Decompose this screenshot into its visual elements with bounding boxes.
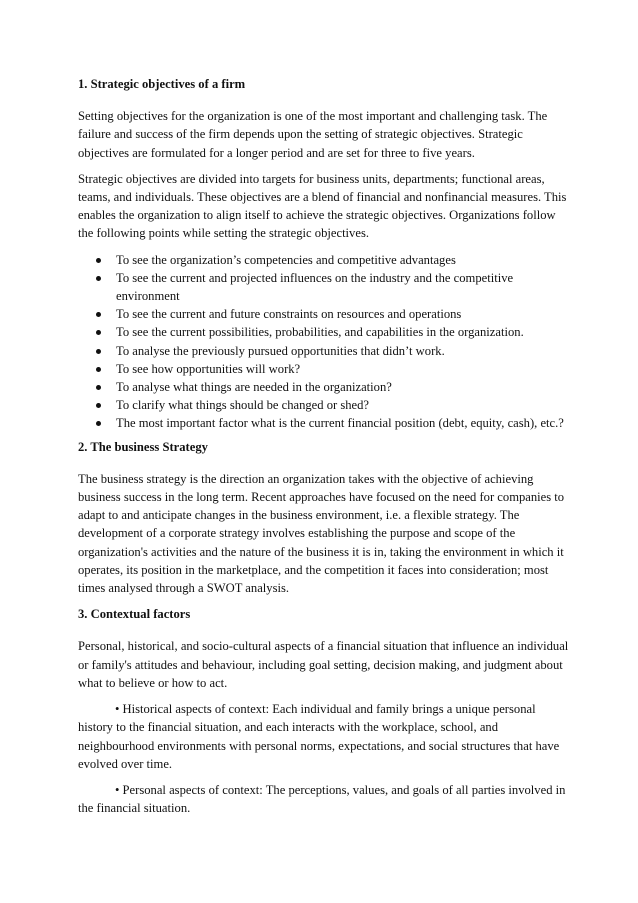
bullet-icon [96, 330, 101, 335]
section-heading: 3. Contextual factors [78, 607, 191, 622]
paragraph: The business strategy is the direction an organization takes with the objective of achieving business success in the long term. Recent approaches have focused on the need for companies to adapt to and anticipate changes in the business environment, i.e. a flexible strategy. The development of a corporate strategy involves establishing the purpose and scope of the organization's activities and the nature of the business it is in, taking the environment in which it operates, its position in the marketplace, and the competition it faces into consideration; most times analysed through a SWOT analysis. [78, 471, 565, 596]
list-item-text: To analyse the previously pursued opportunities that didn’t work. [116, 343, 445, 358]
bullet-icon [96, 258, 101, 263]
list-item [78, 323, 570, 341]
list-item-text: The most important factor what is the current financial position (debt, equity, cash), etc.? [116, 416, 564, 431]
paragraph: • Personal aspects of context: The perceptions, values, and goals of all parties involved in the financial situation. [78, 782, 566, 816]
bullet-icon [96, 385, 101, 390]
paragraph: Setting objectives for the organization is one of the most important and challenging task. The failure and success of the firm depends upon the setting of strategic objectives. Strategic objectives are formulated for a longer period and are set for three to five years. [78, 109, 548, 160]
document-page [78, 75, 570, 825]
list-item [78, 251, 570, 269]
list-item-text: To clarify what things should be changed or shed? [116, 398, 370, 413]
list-item [78, 342, 570, 360]
list-item-text: To see the current and projected influences on the industry and the competitive environment [116, 270, 514, 304]
bullet-list [78, 251, 570, 433]
section-contextual-factors [78, 605, 570, 817]
bullet-icon [96, 312, 101, 317]
bullet-icon [96, 276, 101, 281]
list-item [78, 269, 570, 305]
list-item [78, 305, 570, 323]
list-item [78, 360, 570, 378]
section-heading: 2. The business Strategy [78, 439, 208, 454]
bullet-icon [96, 403, 101, 408]
section-business-strategy [78, 438, 570, 598]
list-item [78, 396, 570, 414]
list-item-text: To see how opportunities will work? [116, 361, 301, 376]
bullet-icon [96, 349, 101, 354]
paragraph: • Historical aspects of context: Each individual and family brings a unique personal history to the financial situation, and each interacts with the workplace, school, and neighbourhood environments with personal norms, expectations, and social structures that have evolved over time. [78, 702, 560, 771]
list-item-text: To see the current and future constraints on resources and operations [116, 307, 462, 322]
section-strategic-objectives [78, 75, 570, 433]
list-item [78, 378, 570, 396]
list-item-text: To see the current possibilities, probabilities, and capabilities in the organization. [116, 325, 524, 340]
paragraph: Strategic objectives are divided into targets for business units, departments; functional areas, teams, and individuals. These objectives are a blend of financial and nonfinancial measures. This enables the organization to align itself to achieve the strategic objectives. Organizations follow the following points while setting the strategic objectives. [78, 171, 567, 241]
bullet-icon [96, 367, 101, 372]
bullet-icon [96, 421, 101, 426]
list-item-text: To see the organization’s competencies and competitive advantages [116, 252, 456, 267]
section-heading: 1. Strategic objectives of a firm [78, 77, 246, 91]
paragraph: Personal, historical, and socio-cultural aspects of a financial situation that influence an individual or family's attitudes and behaviour, including goal setting, decision making, and judgment about what to believe or how to act. [78, 639, 569, 690]
list-item-text: To analyse what things are needed in the organization? [116, 380, 392, 395]
list-item [78, 414, 570, 432]
